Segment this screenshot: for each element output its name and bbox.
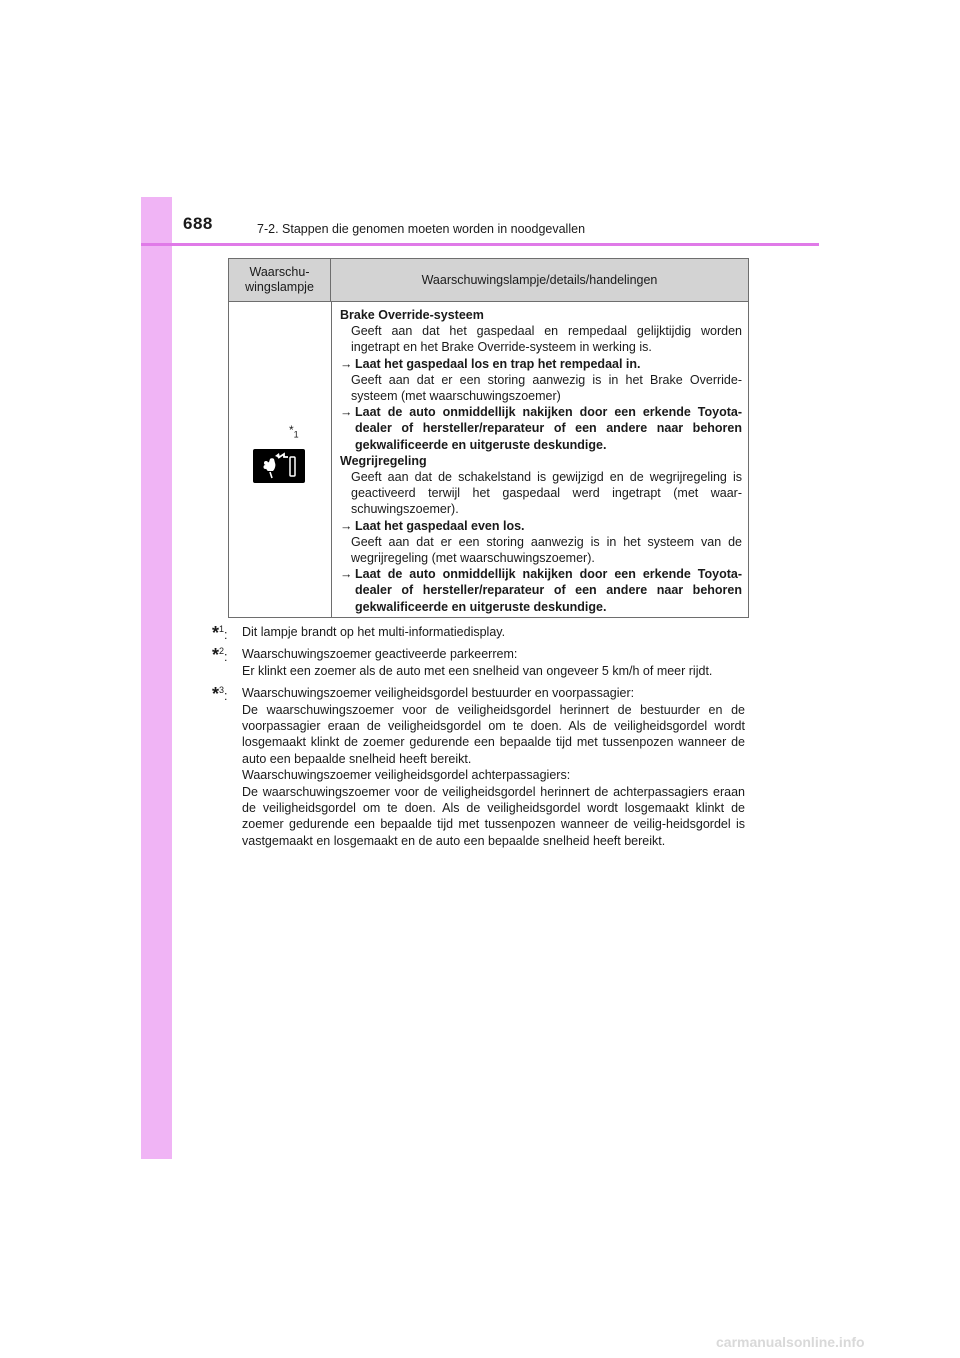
footnote-body	[242, 624, 745, 640]
footnote-line: Dit lampje brandt op het multi-informatiedisplay.	[242, 625, 506, 639]
chapter-side-tab	[141, 197, 172, 1159]
function-description: Geeft aan dat het gaspedaal en rempedaal gelijktijdig worden ingetrapt en het Brake Override-systeem in werking is.	[351, 324, 742, 355]
footnote-line: Waarschuwingszoemer veiligheidsgordel bestuurder en voorpassagier:	[242, 686, 635, 701]
footnote-marker: *$^2$:	[212, 645, 228, 666]
page-number: 688	[183, 214, 213, 233]
action-instruction	[340, 566, 742, 615]
action-instruction	[340, 404, 742, 453]
table-header-details	[331, 259, 748, 301]
action-text: Laat het gaspedaal los en trap het rempedaal in.	[355, 356, 641, 371]
footnote-asterisk: *	[212, 645, 220, 666]
table-header-lamp	[229, 259, 331, 301]
footnote-item	[212, 623, 745, 643]
footnote-asterisk: *	[212, 623, 220, 643]
footnote-item	[212, 646, 745, 679]
function-description: Geeft aan dat de schakelstand is gewijzigd en de wegrijregeling is geactiveerd terwijl het gaspedaal werd ingetrapt (met waar-schuwingszoemer).	[351, 470, 742, 517]
header-rule	[141, 243, 819, 246]
footnote-line: De waarschuwingszoemer voor de veiligheidsgordel herinnert de bestuurder en de voorpassagier eraan de veiligheidsgordel om te doen. Als de veiligheidsgordel wordt losgemaakt klinkt de zoemer gedurende een bepaalde tijd met tussenpozen wanneer de auto een bepaalde snelheid heeft bereikt.	[242, 702, 745, 766]
footnote-body	[242, 646, 745, 679]
footnote-item	[212, 685, 745, 849]
footnote-marker: *$^1$:	[212, 623, 228, 643]
table-column-divider	[331, 301, 332, 617]
lamp-footnote-ref-text: $*_1$	[289, 423, 299, 440]
action-text: Laat de auto onmiddellijk nakijken door een erkende Toyota-dealer of hersteller/reparateur of een andere naar behoren gekwalificeerde en uitgeruste deskundige.	[355, 567, 742, 614]
footnote-number: 3	[219, 685, 225, 696]
warning-lamp-table	[228, 258, 749, 618]
function-description: Geeft aan dat er een storing aanwezig is in het Brake Override-systeem (met waarschuwingszoemer)	[351, 372, 742, 404]
table-header-lamp-label: Waarschu- wingslampje	[245, 265, 314, 294]
footnote-asterisk: *	[212, 684, 220, 705]
action-instruction	[340, 356, 742, 372]
brake-override-warning-icon	[253, 449, 305, 483]
table-header-details-label: Waarschuwingslampje/details/handelingen	[421, 272, 658, 287]
arrow-right-icon: →	[340, 567, 353, 582]
footnote-line: Er klinkt een zoemer als de auto met een snelheid van ongeveer 5 km/h of meer rijdt.	[242, 663, 713, 678]
footnote-body	[242, 685, 745, 849]
action-instruction	[340, 518, 742, 534]
lamp-footnote-ref	[289, 423, 299, 439]
footnote-line: Waarschuwingszoemer veiligheidsgordel achterpassagiers:	[242, 768, 571, 783]
function-description: Geeft aan dat er een storing aanwezig is in het systeem van de wegrijregeling (met waarschuwingszoemer).	[351, 534, 742, 566]
section-title: 7-2. Stappen die genomen moeten worden in noodgevallen	[257, 222, 586, 236]
arrow-right-icon: →	[340, 356, 353, 371]
function-heading: Brake Override-systeem	[340, 308, 484, 322]
footnote-line: Waarschuwingszoemer geactiveerde parkeerrem:	[242, 647, 518, 662]
action-text: Laat het gaspedaal even los.	[355, 518, 525, 533]
footnote-marker: *$^3$:	[212, 684, 228, 705]
site-watermark: carmanualsonline.info	[716, 1334, 865, 1350]
arrow-right-icon: →	[340, 405, 353, 420]
arrow-right-icon: →	[340, 518, 353, 533]
function-heading: Wegrijregeling	[340, 453, 427, 468]
footnote-number: 1	[219, 624, 225, 634]
brake-override-warning-icon-svg	[253, 449, 305, 483]
action-text: Laat de auto onmiddellijk nakijken door een erkende Toyota-dealer of hersteller/reparateur of een andere naar behoren gekwalificeerde en uitgeruste deskundige.	[355, 405, 742, 452]
footnote-line: De waarschuwingszoemer voor de veiligheidsgordel herinnert de achterpassagiers eraan de veiligheidsgordel om te doen. Als de veiligheidsgordel wordt losgemaakt klinkt de zoemer gedurende een bepaalde tijd met tussenpozen wanneer de veilig-heidsgordel is vastgemaakt en losgemaakt en de auto een bepaalde snelheid heeft bereikt.	[242, 784, 745, 848]
lamp-details-cell	[340, 307, 742, 615]
footnotes	[212, 624, 745, 855]
footnote-number: 2	[219, 646, 225, 657]
table-header-divider	[229, 301, 748, 302]
